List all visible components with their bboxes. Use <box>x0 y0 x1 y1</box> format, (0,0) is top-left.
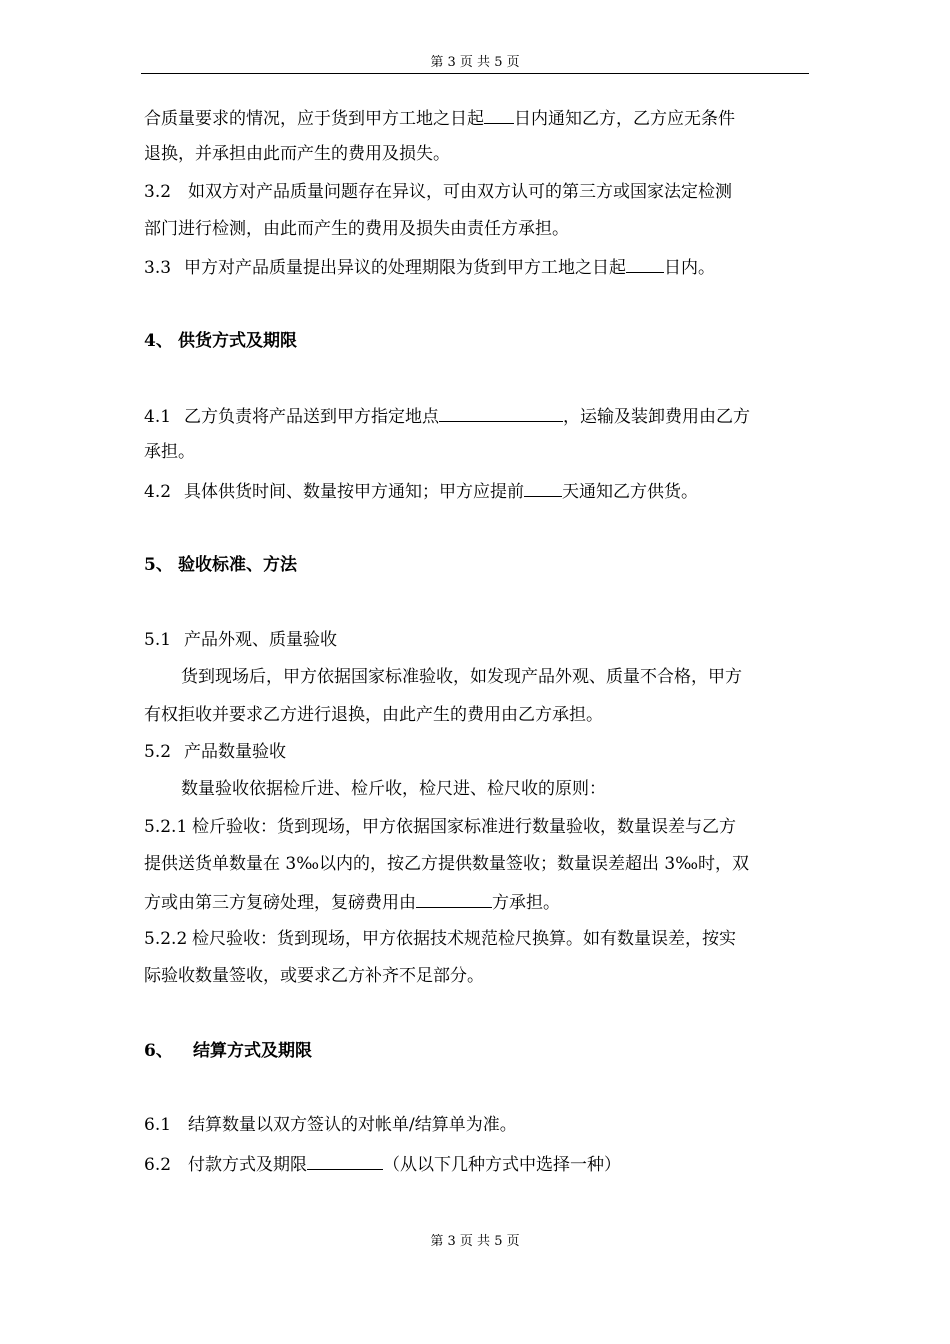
clause-5-1-para-line-2: 有权拒收并要求乙方进行退换，由此产生的费用由乙方承担。 <box>144 705 603 725</box>
clause-3-2-line-2: 部门进行检测，由此而产生的费用及损失由责任方承担。 <box>144 219 569 239</box>
clause-3-1-line-1 <box>144 106 735 130</box>
clause-5-2-1-line-3 <box>144 890 560 914</box>
text: 天通知乙方供货。 <box>562 482 698 502</box>
clause-3-2-line-1 <box>144 181 732 203</box>
section-title: 验收标准、方法 <box>178 555 297 575</box>
clause-number: 3.2 <box>144 182 172 202</box>
clause-4-1-line-1 <box>144 404 750 428</box>
text: ，运输及装卸费用由乙方 <box>563 407 750 427</box>
text: 付款方式及期限 <box>188 1155 307 1175</box>
page-footer: 第 3 页 共 5 页 <box>430 1234 520 1249</box>
clause-4-2 <box>144 479 698 503</box>
text: 方或由第三方复磅处理，复磅费用由 <box>144 893 416 913</box>
section-title: 结算方式及期限 <box>193 1041 312 1061</box>
section-6-heading <box>144 1040 312 1062</box>
blank-field[interactable] <box>524 479 562 497</box>
clause-number: 4.2 <box>144 482 172 502</box>
blank-field[interactable] <box>307 1152 383 1170</box>
text: 产品数量验收 <box>184 742 286 762</box>
clause-number: 5.1 <box>144 630 172 650</box>
clause-6-2 <box>144 1152 621 1176</box>
blank-field[interactable] <box>626 255 664 273</box>
text: （从以下几种方式中选择一种） <box>383 1155 621 1175</box>
clause-number: 5.2 <box>144 742 172 762</box>
text: 检尺验收：货到现场，甲方依据技术规范检尺换算。如有数量误差，按实 <box>192 929 736 949</box>
text: 结算数量以双方签认的对帐单/结算单为准。 <box>188 1115 517 1135</box>
clause-5-2-1-line-1 <box>144 816 736 838</box>
section-number: 5、 <box>144 555 173 575</box>
blank-field[interactable] <box>439 404 563 422</box>
text: 产品外观、质量验收 <box>184 630 337 650</box>
clause-5-2-2-line-2: 际验收数量签收，或要求乙方补齐不足部分。 <box>144 966 484 986</box>
page-header: 第 3 页 共 5 页 <box>141 56 809 74</box>
clause-6-1 <box>144 1114 517 1136</box>
clause-number: 5.2.2 <box>144 929 188 949</box>
section-number: 4、 <box>144 331 173 351</box>
clause-5-2-1-line-2: 提供送货单数量在 3‰以内的，按乙方提供数量签收；数量误差超出 3‰时，双 <box>144 854 750 874</box>
clause-5-2 <box>144 741 286 763</box>
section-5-heading <box>144 554 297 576</box>
text: 合质量要求的情况，应于货到甲方工地之日起 <box>144 109 484 129</box>
text: 方承担。 <box>492 893 560 913</box>
text: 日内。 <box>664 258 715 278</box>
blank-field[interactable] <box>416 890 492 908</box>
text: 具体供货时间、数量按甲方通知；甲方应提前 <box>184 482 524 502</box>
clause-5-2-2-line-1 <box>144 928 736 950</box>
clause-5-2-para: 数量验收依据检斤进、检斤收，检尺进、检尺收的原则： <box>181 779 606 799</box>
clause-5-1 <box>144 629 337 651</box>
section-4-heading <box>144 330 297 352</box>
text: 如双方对产品质量问题存在异议，可由双方认可的第三方或国家法定检测 <box>188 182 732 202</box>
clause-number: 6.2 <box>144 1155 172 1175</box>
section-number: 6、 <box>144 1041 173 1061</box>
clause-number: 3.3 <box>144 258 172 278</box>
clause-5-1-para-line-1: 货到现场后，甲方依据国家标准验收，如发现产品外观、质量不合格，甲方 <box>181 667 742 687</box>
clause-number: 4.1 <box>144 407 172 427</box>
blank-field[interactable] <box>484 106 514 124</box>
text: 检斤验收：货到现场，甲方依据国家标准进行数量验收，数量误差与乙方 <box>192 817 736 837</box>
clause-3-1-line-2: 退换，并承担由此而产生的费用及损失。 <box>144 144 450 164</box>
text: 甲方对产品质量提出异议的处理期限为货到甲方工地之日起 <box>184 258 626 278</box>
section-title: 供货方式及期限 <box>178 331 297 351</box>
clause-number: 5.2.1 <box>144 817 188 837</box>
clause-number: 6.1 <box>144 1115 172 1135</box>
text: 乙方负责将产品送到甲方指定地点 <box>184 407 439 427</box>
clause-3-3 <box>144 255 715 279</box>
clause-4-1-line-2: 承担。 <box>144 442 195 462</box>
text: 日内通知乙方，乙方应无条件 <box>514 109 735 129</box>
